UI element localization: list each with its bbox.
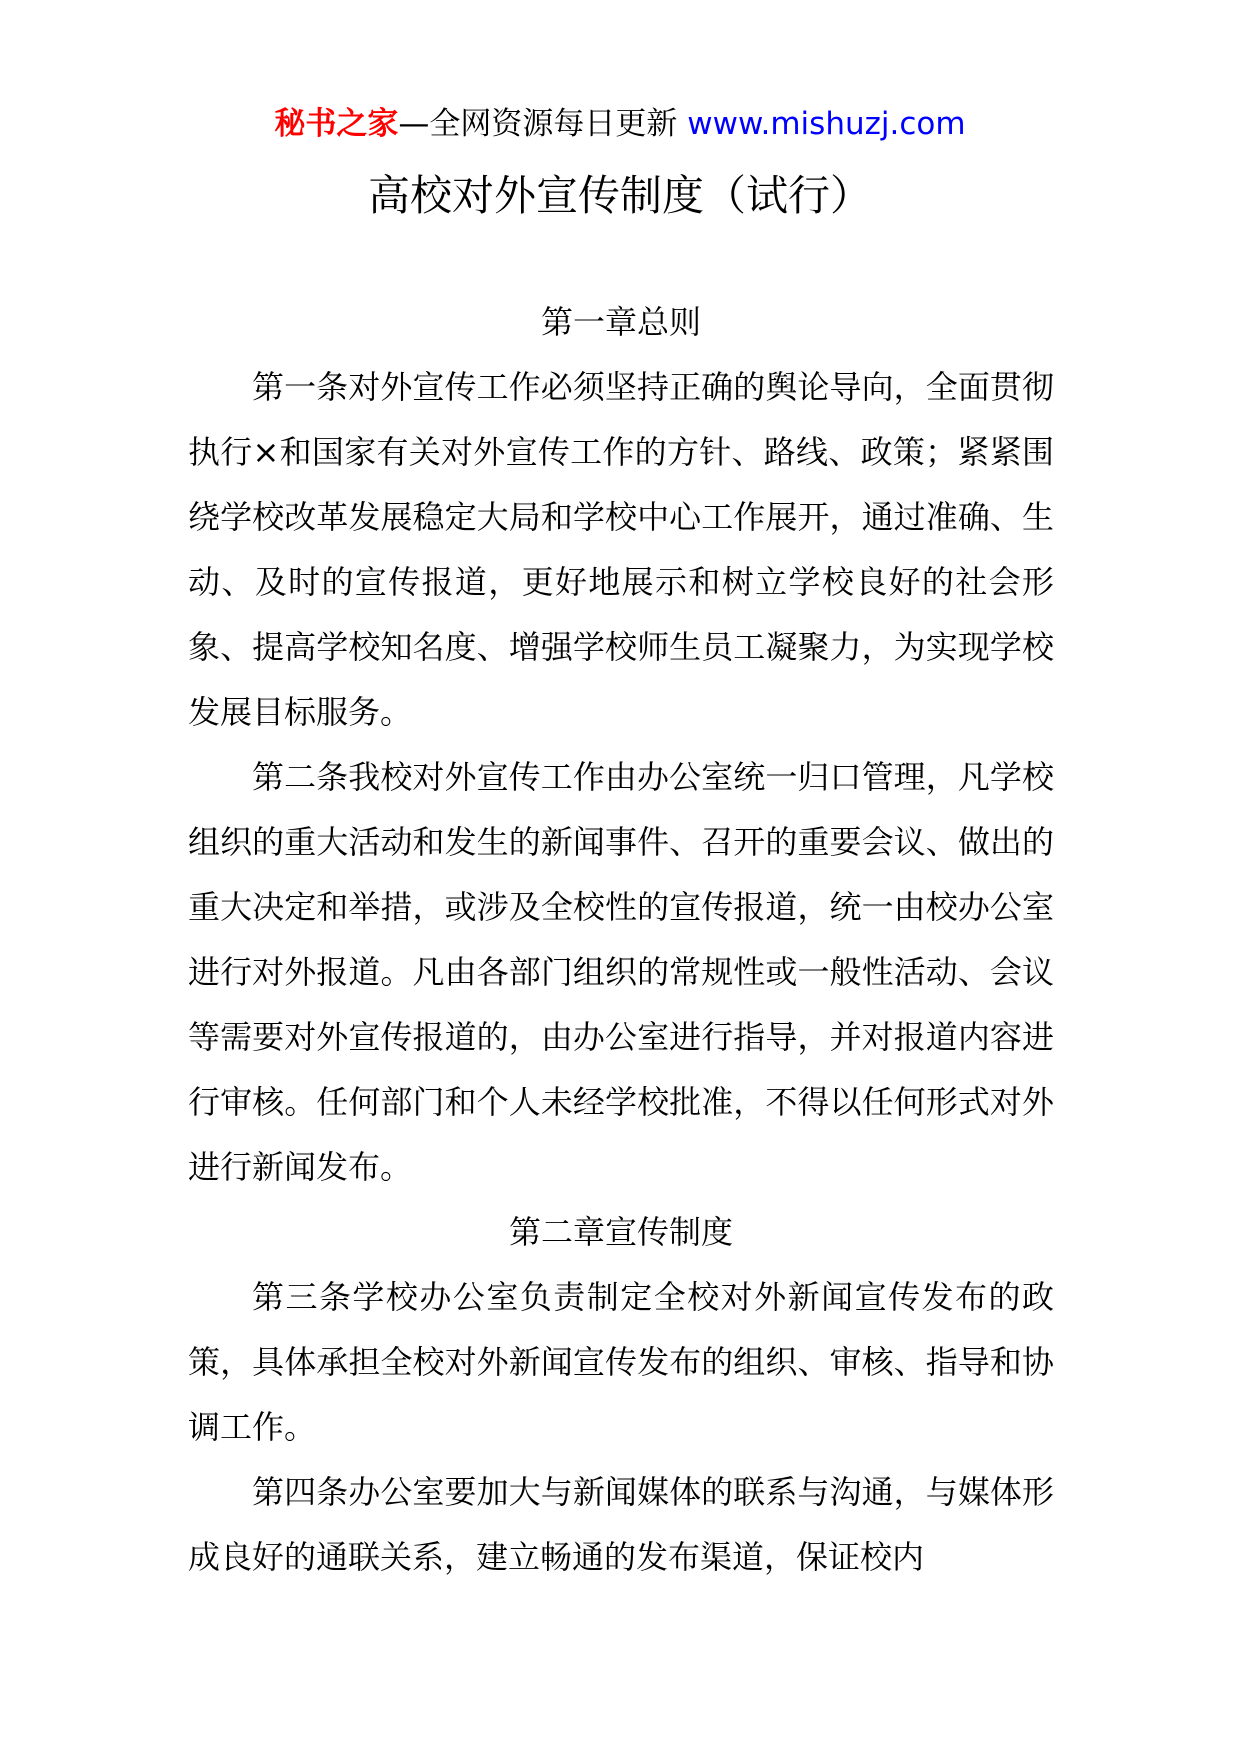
document-body — [188, 290, 1054, 1590]
document-title: 高校对外宣传制度（试行） — [367, 171, 872, 220]
article-paragraph: 第三条学校办公室负责制定全校对外新闻宣传发布的政策，具体承担全校对外新闻宣传发布的组织、审核、指导和协调工作。 — [188, 1278, 1054, 1446]
article-paragraph: 第二条我校对外宣传工作由办公室统一归口管理，凡学校组织的重大活动和发生的新闻事件、召开的重要会议、做出的重大决定和举措，或涉及全校性的宣传报道，统一由校办公室进行对外报道。凡由各部门组织的常规性或一般性活动、会议等需要对外宣传报道的，由办公室进行指导，并对报道内容进行审核。任何部门和个人未经学校批准，不得以任何形式对外进行新闻发布。 — [188, 758, 1054, 1186]
chapter-heading: 第一章总则 — [540, 303, 701, 341]
site-url-link[interactable]: www.mishuzj.com — [687, 106, 966, 142]
header-tagline: —全网资源每日更新 — [398, 106, 688, 142]
brand-name: 秘书之家 — [274, 106, 399, 142]
article-paragraph: 第四条办公室要加大与新闻媒体的联系与沟通，与媒体形成良好的通联关系，建立畅通的发布渠道，保证校内 — [188, 1473, 1054, 1576]
watermark-header — [0, 100, 1240, 148]
article-paragraph: 第一条对外宣传工作必须坚持正确的舆论导向，全面贯彻执行×和国家有关对外宣传工作的方针、路线、政策；紧紧围绕学校改革发展稳定大局和学校中心工作展开，通过准确、生动、及时的宣传报道，更好地展示和树立学校良好的社会形象、提高学校知名度、增强学校师生员工凝聚力，为实现学校发展目标服务。 — [188, 368, 1054, 731]
chapter-heading: 第二章宣传制度 — [508, 1213, 733, 1251]
